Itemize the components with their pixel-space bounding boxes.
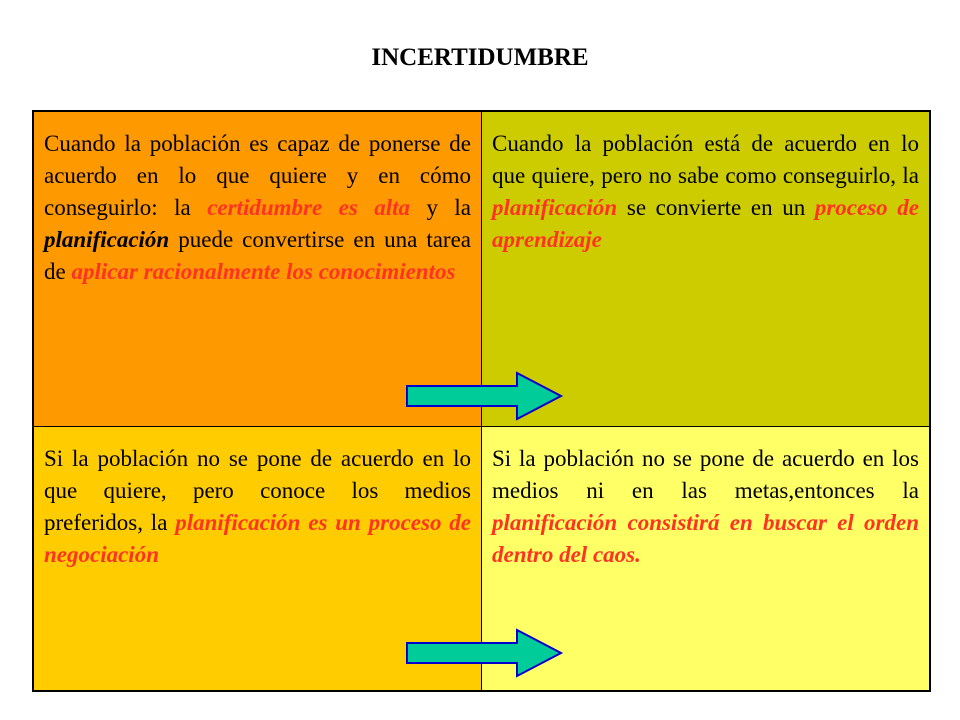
- text-segment: Si la población no se pone de acuerdo en lo que quiere, pero conoce los medios preferidos, la: [44, 446, 471, 535]
- right-arrow-icon: [405, 627, 565, 679]
- cell-top-left-text: [44, 128, 471, 288]
- text-segment: Si la población no se pone de acuerdo en los medios ni en las metas,entonces la: [492, 446, 919, 503]
- emphasis-certidumbre: certidumbre es alta: [207, 195, 411, 220]
- text-segment: Cuando la población es capaz de ponerse de acuerdo en lo que quiere y en cómo conseguirlo: la: [44, 131, 471, 220]
- cell-bottom-right-text: [492, 443, 919, 571]
- emphasis-planificacion: planificación: [492, 195, 618, 220]
- cell-bottom-left-text: [44, 443, 471, 571]
- cell-top-right-text: [492, 128, 919, 256]
- text-segment: puede convertirse en una tarea de: [44, 227, 471, 284]
- emphasis-caos: planificación consistirá en buscar el orden dentro del caos.: [492, 510, 919, 567]
- emphasis-aplicar: aplicar racionalmente los conocimientos: [71, 259, 456, 284]
- right-arrow-icon: [405, 370, 565, 422]
- emphasis-planificacion: planificación: [44, 227, 170, 252]
- emphasis-negociacion: planificación es un proceso de negociación: [44, 510, 471, 567]
- text-segment: Cuando la población está de acuerdo en lo que quiere, pero no sabe como conseguirlo, la: [492, 131, 919, 188]
- emphasis-aprendizaje: proceso de aprendizaje: [492, 195, 920, 252]
- text-segment: y la: [410, 195, 471, 220]
- text-segment: se convierte en un: [617, 195, 815, 220]
- page-title: INCERTIDUMBRE: [371, 44, 589, 71]
